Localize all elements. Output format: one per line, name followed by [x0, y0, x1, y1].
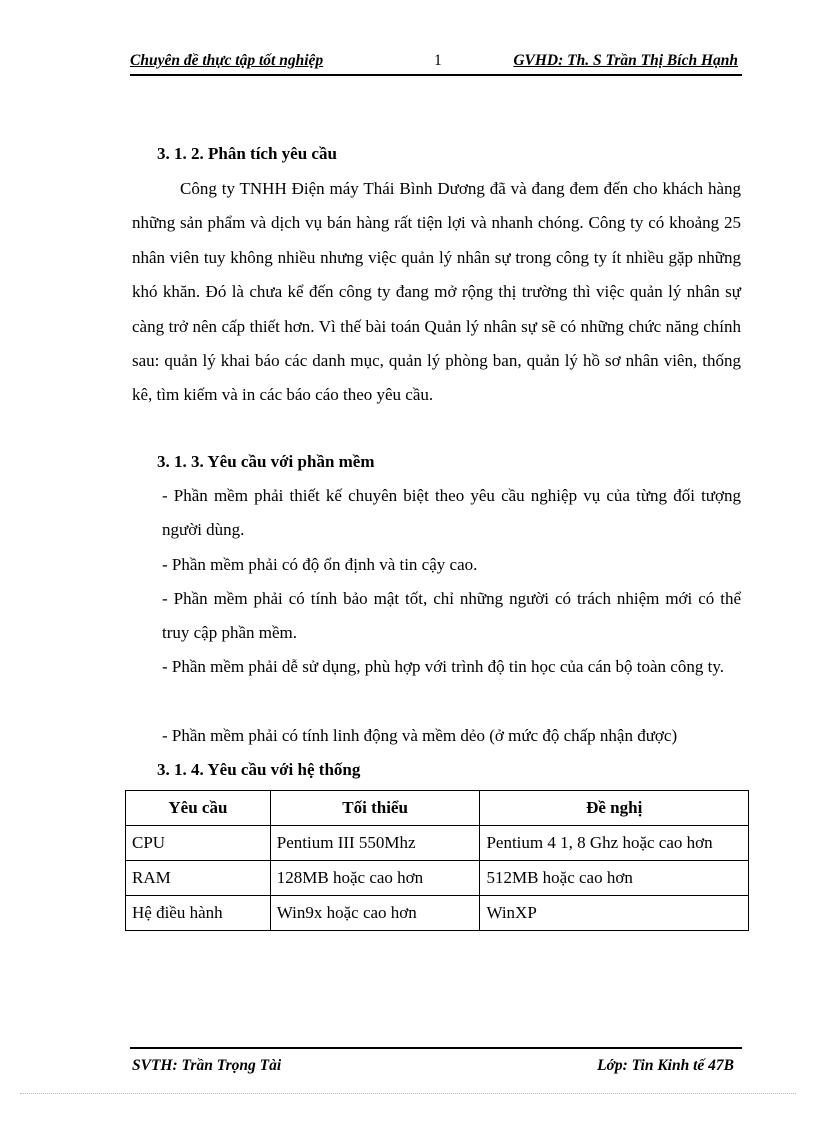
table-header-row	[126, 791, 749, 826]
requirement-item-text: - Phần mềm phải dễ sử dụng, phù hợp với trình độ tin học của cán bộ toàn công ty.	[162, 657, 724, 676]
table-row	[126, 861, 749, 896]
table-cell: Pentium III 550Mhz	[270, 826, 480, 861]
table-cell: 512MB hoặc cao hơn	[480, 861, 749, 896]
header-title: Chuyên đề thực tập tốt nghiệp	[130, 52, 324, 69]
table-row	[126, 826, 749, 861]
requirement-item-text: - Phần mềm phải có tính bảo mật tốt, chỉ những người có trách nhiệm mới có thể truy cập phần mềm.	[162, 589, 741, 643]
section-312-paragraph	[132, 172, 741, 413]
table-cell: Hệ điều hành	[126, 896, 271, 931]
requirement-item	[132, 650, 741, 684]
requirement-item	[132, 582, 741, 650]
requirement-item-text: - Phần mềm phải có độ ổn định và tin cậy cao.	[162, 555, 478, 574]
table-header-cell: Yêu cầu	[126, 791, 271, 826]
table-cell: RAM	[126, 861, 271, 896]
footer-student: SVTH: Trần Trọng Tài	[132, 1057, 282, 1074]
section-314-heading: 3. 1. 4. Yêu cầu với hệ thống	[157, 760, 361, 779]
requirement-item	[132, 548, 741, 582]
section-312-heading: 3. 1. 2. Phân tích yêu cầu	[157, 144, 337, 163]
page-number: 1	[434, 52, 442, 69]
table-cell: Win9x hoặc cao hơn	[270, 896, 480, 931]
page-header	[130, 50, 742, 76]
page-footer	[130, 1047, 742, 1079]
header-advisor: GVHD: Th. S Trần Thị Bích Hạnh	[513, 52, 738, 69]
requirement-item-text: - Phần mềm phải có tính linh động và mềm dẻo (ở mức độ chấp nhận được)	[162, 726, 678, 745]
table-cell: CPU	[126, 826, 271, 861]
table-header-cell: Tối thiểu	[270, 791, 480, 826]
table-cell: WinXP	[480, 896, 749, 931]
requirement-item	[132, 719, 741, 753]
requirement-item-text: - Phần mềm phải thiết kế chuyên biệt theo yêu cầu nghiệp vụ của từng đối tượng người dùng.	[162, 486, 741, 540]
footer-class: Lớp: Tin Kinh tế 47B	[597, 1057, 734, 1074]
requirement-item	[132, 479, 741, 547]
page-edge-divider	[20, 1093, 796, 1094]
table-row	[126, 896, 749, 931]
table-cell: Pentium 4 1, 8 Ghz hoặc cao hơn	[480, 826, 749, 861]
table-cell: 128MB hoặc cao hơn	[270, 861, 480, 896]
table-header-cell: Đề nghị	[480, 791, 749, 826]
section-313-heading: 3. 1. 3. Yêu cầu với phần mềm	[157, 452, 375, 471]
system-requirements-table	[125, 790, 749, 931]
section-312-text: Công ty TNHH Điện máy Thái Bình Dương đã và đang đem đến cho khách hàng những sản phẩm và dịch vụ bán hàng rất tiện lợi và nhanh chóng. Công ty có khoảng 25 nhân viên tuy không nhiều nhưng việc quản lý nhân sự trong công ty ít nhiều gặp những khó khăn. Đó là chưa kể đến công ty đang mở rộng thị trường thì việc quản lý nhân sự càng trở nên cấp thiết hơn. Vì thế bài toán Quản lý nhân sự sẽ có những chức năng chính sau: quản lý khai báo các danh mục, quản lý phòng ban, quản lý hồ sơ nhân viên, thống kê, tìm kiếm và in các báo cáo theo yêu cầu.	[132, 179, 741, 405]
